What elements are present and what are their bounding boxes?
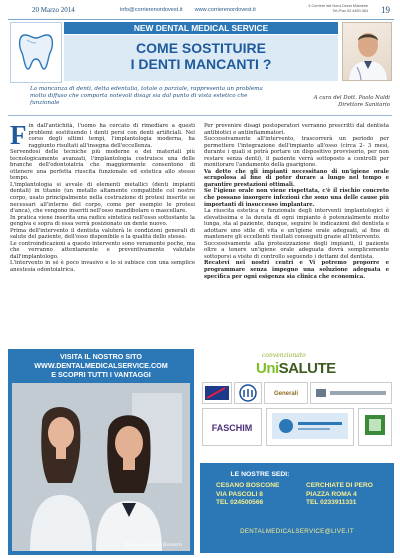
paragraph: Per prevenire disagi postoperatori verranno prescritti dal dentista antibiotici e antiinfiammatori. — [204, 123, 389, 136]
insurance-logos-row — [200, 382, 394, 404]
insurer-logo-faschim — [202, 408, 262, 446]
byline-role: Direttore Sanitario — [338, 101, 390, 108]
location-street: PIAZZA ROMA 4 — [306, 490, 357, 498]
contact-email-link[interactable]: DENTALMEDICALSERVICE@LIVE.IT — [240, 528, 354, 535]
section-divider — [8, 115, 392, 116]
unisalute-logo — [256, 360, 336, 380]
location-city: CESANO BOSCONE — [216, 482, 280, 489]
paragraph-emphasis: Se l'igiene orale non viene rispettata, c'è il rischio concreto che possano insorgere infezioni che sono una delle cause più importanti di insuccesso implantare. — [204, 188, 389, 208]
page-header-bar — [8, 3, 394, 20]
location-city: CERCHIATE DI PERO — [306, 482, 373, 489]
article-headline — [64, 35, 338, 81]
paragraph: Successivamente alla protesizzazione degli impianti, il paziente oltre a tenere un'igiene orale adeguata dovrà semplicemente sottoporsi a visite di controllo seguendo i dettami del dentista. — [204, 240, 389, 260]
service-banner: NEW DENTAL MEDICAL SERVICE — [64, 22, 338, 34]
paper-masthead-small — [308, 4, 368, 13]
location-cesano — [216, 482, 279, 508]
headline-line2: I DENTI MANCANTI ? — [130, 56, 272, 72]
affiliation-label: convenzionato — [262, 352, 306, 359]
article-column-right — [204, 123, 389, 280]
locations-box — [200, 463, 394, 553]
brand-suffix: SALUTE — [278, 360, 336, 377]
paragraph-emphasis: Recatevi nei nostri centri e Vi potremo proporre e programmare senza impegno una soluzione adeguata e specifica per ogni esigenza sia clinica che economica. — [204, 260, 389, 280]
byline-author: A cura del Dott. Paolo Naldi — [313, 95, 390, 101]
photo-caption: Rachel e Maite Romero — [124, 543, 182, 548]
two-women-photo-icon — [12, 383, 190, 551]
article-column-left — [10, 120, 195, 274]
ad-line1: VISITA IL NOSTRO SITO — [60, 352, 142, 361]
paragraph-text: in dall'antichità, l'uomo ha cercato di rimediare a questi problemi sostituendo i denti persi con denti artificiali. Nel corso degli ultimi tempi, l'implantologia moderna, ha raggiunto risultati all'insegna dell'eccellenza. — [28, 123, 195, 149]
header-website: www.corrierenordovest.it — [194, 7, 256, 13]
paragraph: Le controindicazioni a questo intervento sono veramente poche, ma che verranno attentamente e preventivamente valutate dall'implantologo. — [10, 240, 195, 260]
paragraph: L'intervento in sé è poco invasivo e lo si subisce con una semplice anestesia odontoiatrica. — [10, 260, 195, 274]
headline-line1: COME SOSTITUIRE — [136, 40, 266, 56]
article-lede: La mancanza di denti, detta edentulia, totale o parziale, rappresenta un problema molto diffuso che comporta notevoli disagi sia dal punto di vista estetico che funzionale — [30, 86, 263, 106]
article-byline — [292, 95, 390, 108]
locations-title: LE NOSTRE SEDI: — [230, 471, 290, 478]
brand-prefix: Uni — [256, 360, 279, 377]
green-insurer-icon — [360, 409, 390, 443]
insurer-logo-generali — [264, 382, 308, 404]
tooth-logo-icon — [17, 31, 55, 73]
doctor-portrait-icon — [343, 23, 392, 81]
paper-phone: Tel./Fax 02.4450.364 — [332, 8, 368, 13]
insurer-logo-allianz — [234, 382, 262, 404]
location-phone[interactable]: TEL 0233911331 — [306, 499, 357, 506]
paragraph-emphasis: Va detto che gli impianti necessitano di un'igiene orale scrupolosa al fine di poter durare a lungo nel tempo e garantire prestazioni ottimali. — [204, 168, 389, 188]
paragraph — [10, 120, 195, 150]
paragraph: La riuscita estetica e funzionale degli interventi implantologici è elevatissima e la durata di ogni impianto è potenzialmente molto lunga, sta al paziente, dunque, seguire le indicazioni del dentista e adottare uno stile di vita e un'igiene orale adeguati, al fine di mantenere gli eccellenti risultati conseguiti grazie all'intervento. — [204, 208, 389, 241]
insurer-logo-green — [358, 408, 392, 446]
location-cerchiate — [306, 482, 373, 508]
author-photo — [342, 22, 392, 81]
header-contacts — [120, 7, 256, 13]
website-ad[interactable] — [8, 349, 194, 555]
header-email: info@corrierenordovest.it — [120, 7, 183, 13]
paragraph: Prima dell'intervento il dentista valuterà le condizioni generali di salute del paziente, dell'osso disponibile e la qualità dello stesso. — [10, 227, 195, 241]
location-phone[interactable]: TEL 024500566 — [216, 499, 264, 506]
ad-text — [8, 352, 194, 379]
clinic-logo — [10, 22, 62, 83]
allianz-logo-icon — [235, 383, 261, 403]
insurer-mark-icon — [268, 409, 352, 443]
issue-date: 20 Marzo 2014 — [32, 6, 75, 14]
paragraph: In pratica viene inserita una radice sintetica nell'osso sottostante la gengiva e sopra di essa verrà posizionato un dente nuovo. — [10, 214, 195, 228]
insurance-logos-row-2 — [200, 406, 394, 450]
generali-logo-text: Generali — [273, 391, 298, 397]
ad-photo — [12, 383, 190, 551]
paragraph: Servendosi delle tecniche più moderne e dei materiali più tecnologicamente avanzati, l'implantologia costruisce una delle branche dell'odontoiatria che maggiormente consentono di ottenere una perfetta riuscita funzionale ed estetica allo stesso tempo. — [10, 149, 195, 182]
drop-cap: F — [10, 120, 27, 150]
location-street: VIA PASCOLI 8 — [216, 490, 263, 498]
ad-website-link[interactable]: WWW.DENTALMEDICALSERVICE.COM — [34, 361, 168, 370]
paragraph: Successivamente all'intervento, trascorrerà un periodo per permettere l'integrazione dell'impianto all'osso (circa 2- 3 mesi, durante i quali si potrà portare un dispositivo provvisorio, per non restare senza denti), il paziente verrà sottoposto a controlli per monitorare l'andamento della guarigione. — [204, 136, 389, 169]
insurer-logo-stonebridge — [310, 382, 392, 404]
paper-name: Il Corriere del Nord-Ovest Milanese — [308, 4, 368, 8]
page-number: 19 — [381, 5, 390, 15]
faschim-logo-text: FASCHIM — [211, 423, 253, 433]
paragraph: L'implantologia si avvale di elementi metallici (denti impianti dentali) in titanio (un metallo altamente compatibile col nostro corpo, usato principalmente nella costruzione di protesi inserite se necessari all'interno del corpo, come per esempio le protesi d'anca), che vengono inseriti nell'osso mandibolare o mascellare. — [10, 181, 195, 215]
insurer-logo-blue — [266, 408, 354, 446]
affiliations-panel — [200, 350, 394, 454]
ad-line3: E SCOPRI TUTTI I VANTAGGI — [51, 370, 151, 379]
stonebridge-logo-icon — [312, 383, 390, 403]
axa-logo-icon — [203, 383, 231, 403]
insurer-logo-axa — [202, 382, 232, 404]
